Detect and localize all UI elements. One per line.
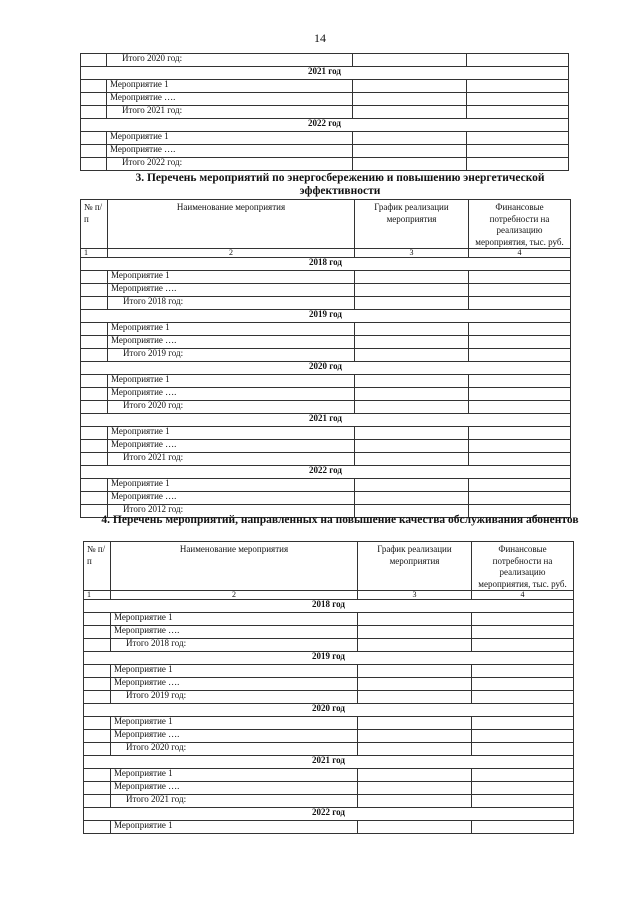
empty-cell [81,132,107,145]
total-row [81,401,571,414]
total-label: Итого 2021 год: [107,106,353,119]
empty-cell [358,730,472,743]
empty-cell [469,323,571,336]
header-financing: Финансовые потребности на реализацию мероприятия, тыс. руб. [469,200,571,249]
empty-cell [81,271,108,284]
total-row [81,349,571,362]
continued-table [80,53,569,171]
total-row [81,158,569,171]
year-label: 2022 год [81,466,571,479]
year-label: 2021 год [84,756,574,769]
empty-cell [355,388,469,401]
year-label: 2022 год [84,808,574,821]
event-row [81,271,571,284]
event-row [81,375,571,388]
table-header-row [84,542,574,591]
empty-cell [355,297,469,310]
empty-cell [469,479,571,492]
empty-cell [81,440,108,453]
event-row [81,80,569,93]
empty-cell [472,717,574,730]
empty-cell [353,80,467,93]
empty-cell [81,479,108,492]
empty-cell [81,401,108,414]
empty-cell [358,613,472,626]
column-number: 1 [81,249,108,258]
empty-cell [469,427,571,440]
event-row [81,479,571,492]
empty-cell [355,336,469,349]
empty-cell [355,440,469,453]
empty-cell [358,743,472,756]
empty-cell [469,271,571,284]
year-label: 2018 год [81,258,571,271]
column-number: 1 [84,591,111,600]
column-number: 2 [108,249,355,258]
total-row [84,639,574,652]
year-row [81,310,571,323]
empty-cell [81,93,107,106]
empty-cell [472,782,574,795]
section-3-title: 3. Перечень мероприятий по энергосбережению и повышению энергетической эффективности [135,172,545,197]
event-name: Мероприятие 1 [107,132,353,145]
event-name: Мероприятие 1 [111,665,358,678]
event-row [84,665,574,678]
year-label: 2021 год [81,67,569,80]
empty-cell [467,80,569,93]
event-row [84,769,574,782]
empty-cell [469,401,571,414]
empty-cell [358,821,472,834]
event-name: Мероприятие …. [111,626,358,639]
section-4-title: 4. Перечень мероприятий, направленных на повышение качества обслуживания абонентов [101,514,579,526]
empty-cell [355,349,469,362]
total-label: Итого 2021 год: [111,795,358,808]
empty-cell [467,132,569,145]
empty-cell [353,106,467,119]
empty-cell [467,145,569,158]
year-row [81,414,571,427]
empty-cell [355,427,469,440]
empty-cell [353,132,467,145]
event-name: Мероприятие 1 [108,427,355,440]
empty-cell [355,453,469,466]
empty-cell [84,795,111,808]
column-number: 3 [355,249,469,258]
event-name: Мероприятие 1 [111,769,358,782]
column-number: 2 [111,591,358,600]
header-schedule: График реализации мероприятия [358,542,472,591]
empty-cell [472,821,574,834]
empty-cell [469,388,571,401]
total-row [81,106,569,119]
column-numbers-row [84,591,574,600]
empty-cell [81,388,108,401]
empty-cell [84,613,111,626]
empty-cell [81,80,107,93]
header-schedule: График реализации мероприятия [355,200,469,249]
section-3-table [80,199,571,518]
empty-cell [355,401,469,414]
year-row [84,704,574,717]
empty-cell [472,665,574,678]
event-name: Мероприятие …. [108,388,355,401]
event-row [84,678,574,691]
event-name: Мероприятие 1 [111,821,358,834]
event-name: Мероприятие …. [111,730,358,743]
empty-cell [355,479,469,492]
empty-cell [353,54,467,67]
empty-cell [469,297,571,310]
empty-cell [84,782,111,795]
total-row [81,297,571,310]
empty-cell [358,795,472,808]
year-row [81,362,571,375]
total-label: Итого 2020 год: [107,54,353,67]
event-name: Мероприятие …. [107,145,353,158]
empty-cell [358,678,472,691]
empty-cell [81,427,108,440]
event-row [84,821,574,834]
column-number: 3 [358,591,472,600]
year-row [84,600,574,613]
year-row [81,119,569,132]
empty-cell [358,626,472,639]
page-number: 14 [314,31,326,45]
total-row [84,743,574,756]
empty-cell [358,769,472,782]
event-name: Мероприятие …. [108,336,355,349]
header-number: № п/п [84,542,111,591]
event-row [81,388,571,401]
event-row [81,145,569,158]
empty-cell [472,769,574,782]
empty-cell [469,336,571,349]
total-label: Итого 2019 год: [108,349,355,362]
empty-cell [81,158,107,171]
empty-cell [469,453,571,466]
empty-cell [353,158,467,171]
year-row [84,808,574,821]
event-name: Мероприятие 1 [108,323,355,336]
empty-cell [469,440,571,453]
empty-cell [355,492,469,505]
column-numbers-row [81,249,571,258]
empty-cell [469,284,571,297]
empty-cell [469,349,571,362]
event-row [81,336,571,349]
event-row [84,730,574,743]
total-label: Итого 2018 год: [111,639,358,652]
event-name: Мероприятие 1 [108,375,355,388]
event-name: Мероприятие 1 [111,613,358,626]
event-row [81,427,571,440]
empty-cell [472,795,574,808]
year-row [84,652,574,665]
event-name: Мероприятие …. [107,93,353,106]
empty-cell [84,821,111,834]
empty-cell [81,54,107,67]
event-row [84,613,574,626]
event-name: Мероприятие …. [111,678,358,691]
event-name: Мероприятие …. [108,492,355,505]
empty-cell [358,665,472,678]
empty-cell [355,271,469,284]
empty-cell [353,145,467,158]
total-label: Итого 2018 год: [108,297,355,310]
event-row [84,626,574,639]
event-row [84,717,574,730]
year-row [81,466,571,479]
column-number: 4 [472,591,574,600]
year-label: 2018 год [84,600,574,613]
year-row [84,756,574,769]
year-label: 2020 год [84,704,574,717]
empty-cell [84,743,111,756]
empty-cell [84,678,111,691]
empty-cell [81,492,108,505]
total-label: Итого 2019 год: [111,691,358,704]
empty-cell [472,639,574,652]
total-label: Итого 2020 год: [108,401,355,414]
empty-cell [81,323,108,336]
year-row [81,258,571,271]
empty-cell [81,106,107,119]
total-row [81,54,569,67]
empty-cell [355,284,469,297]
event-row [81,284,571,297]
empty-cell [358,717,472,730]
column-number: 4 [469,249,571,258]
empty-cell [472,678,574,691]
total-label: Итого 2020 год: [111,743,358,756]
empty-cell [469,492,571,505]
event-row [81,93,569,106]
empty-cell [84,665,111,678]
total-label: Итого 2022 год: [107,158,353,171]
empty-cell [84,626,111,639]
year-label: 2021 год [81,414,571,427]
event-row [81,323,571,336]
header-event-name: Наименование мероприятия [111,542,358,591]
year-label: 2022 год [81,119,569,132]
empty-cell [467,93,569,106]
empty-cell [81,375,108,388]
year-row [81,67,569,80]
empty-cell [358,691,472,704]
total-label: Итого 2021 год: [108,453,355,466]
empty-cell [467,106,569,119]
empty-cell [353,93,467,106]
event-name: Мероприятие 1 [107,80,353,93]
event-name: Мероприятие …. [108,284,355,297]
event-name: Мероприятие …. [111,782,358,795]
year-label: 2019 год [81,310,571,323]
empty-cell [472,626,574,639]
empty-cell [355,323,469,336]
empty-cell [467,54,569,67]
table-header-row [81,200,571,249]
empty-cell [358,639,472,652]
empty-cell [355,375,469,388]
empty-cell [84,717,111,730]
empty-cell [84,639,111,652]
empty-cell [81,336,108,349]
event-row [84,782,574,795]
empty-cell [467,158,569,171]
total-label: Итого 2012 год: [108,505,355,518]
header-financing: Финансовые потребности на реализацию мероприятия, тыс. руб. [472,542,574,591]
event-name: Мероприятие …. [108,440,355,453]
header-event-name: Наименование мероприятия [108,200,355,249]
year-label: 2020 год [81,362,571,375]
empty-cell [84,691,111,704]
empty-cell [84,769,111,782]
empty-cell [358,782,472,795]
empty-cell [469,375,571,388]
total-row [81,453,571,466]
empty-cell [81,453,108,466]
header-number: № п/п [81,200,108,249]
event-name: Мероприятие 1 [108,271,355,284]
year-label: 2019 год [84,652,574,665]
event-row [81,492,571,505]
event-row [81,132,569,145]
empty-cell [84,730,111,743]
event-name: Мероприятие 1 [108,479,355,492]
empty-cell [81,284,108,297]
total-row [84,795,574,808]
empty-cell [81,349,108,362]
event-name: Мероприятие 1 [111,717,358,730]
empty-cell [81,297,108,310]
empty-cell [472,730,574,743]
event-row [81,440,571,453]
total-row [84,691,574,704]
section-4-table [83,541,574,834]
empty-cell [472,691,574,704]
empty-cell [472,743,574,756]
empty-cell [81,145,107,158]
empty-cell [472,613,574,626]
